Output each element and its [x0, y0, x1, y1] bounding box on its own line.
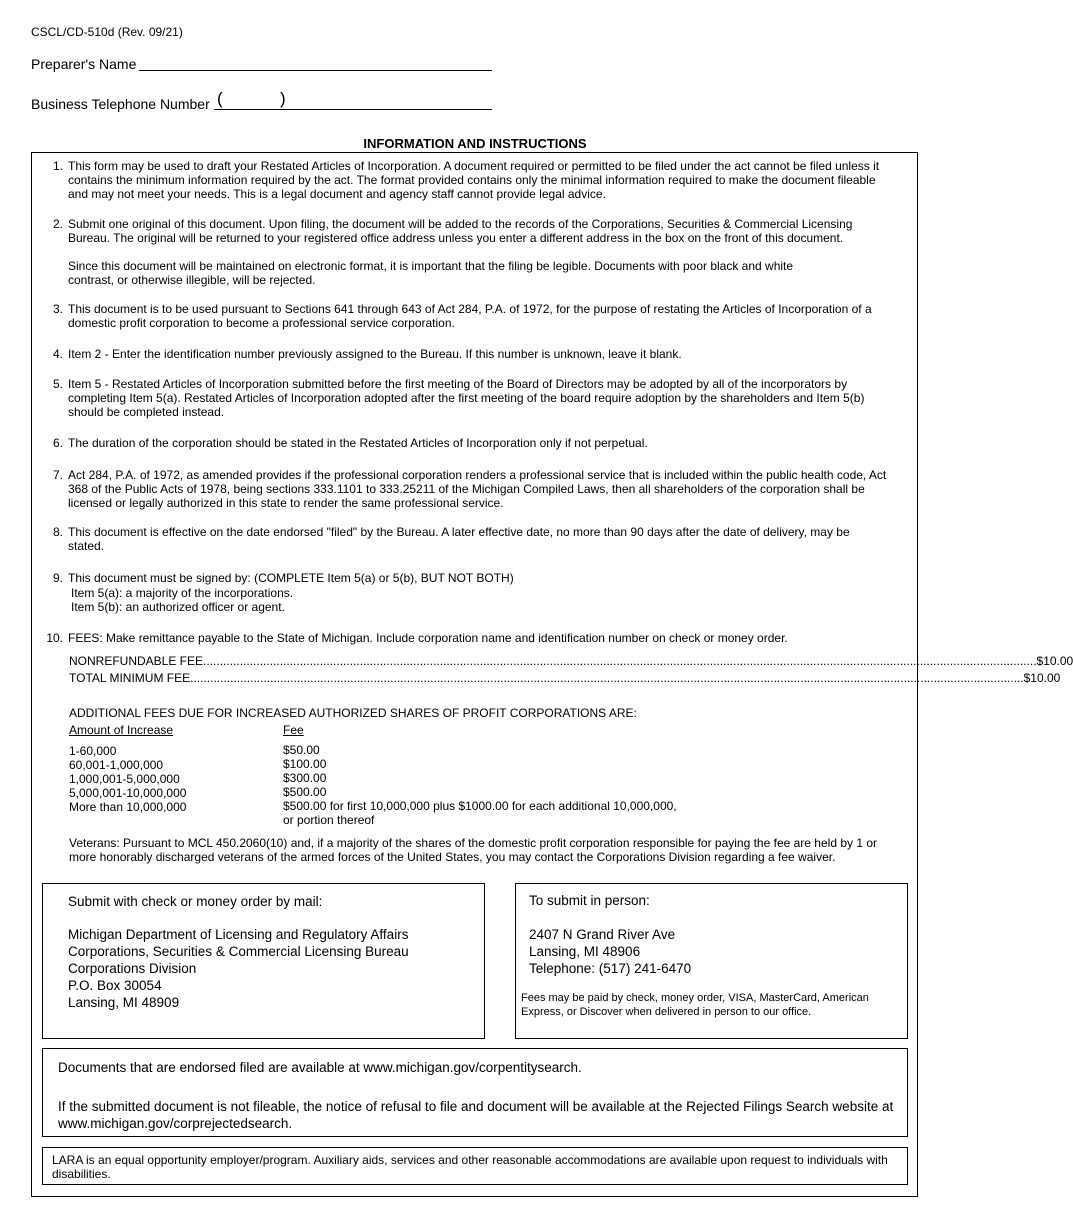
amount-cell: 60,001-1,000,000: [69, 758, 164, 772]
total-minimum-fee-row: TOTAL MINIMUM FEE .......................................................................................................................................................................................................................................................... $10.00: [69, 671, 1061, 685]
fee-cell: $500.00: [283, 785, 327, 799]
mail-address-line: Lansing, MI 48909: [68, 995, 180, 1010]
fee-column: [283, 743, 677, 827]
amount-cell: 1-60,000: [69, 744, 117, 758]
person-address-line: 2407 N Grand River Ave: [529, 927, 676, 942]
person-address: [529, 926, 691, 977]
mail-address-line: Corporations, Securities & Commercial Licensing Bureau: [68, 944, 409, 959]
business-phone-field[interactable]: [214, 109, 492, 110]
fee-cell: $300.00: [283, 771, 327, 785]
item-number: 9.: [52, 571, 63, 585]
mail-address-line: Corporations Division: [68, 961, 197, 976]
form-code: CSCL/CD-510d (Rev. 09/21): [31, 25, 183, 39]
item-number: 1.: [52, 159, 63, 173]
mail-address-line: Michigan Department of Licensing and Regulatory Affairs: [68, 927, 409, 942]
item-number: 10.: [46, 631, 63, 645]
item-text: Item 5 - Restated Articles of Incorporation submitted before the first meeting of the Board of Directors may be adopted by all of the incorporators by completing Item 5(a). Restated Articles of Incorporation adopted after the first meeting of the board require adoption by the shareholders and Item 5(b) should be completed instead.: [68, 377, 865, 419]
item-number: 2.: [52, 217, 63, 231]
fee-value: $10.00: [1023, 671, 1061, 685]
preparer-name-field[interactable]: [139, 70, 492, 71]
item-number: 4.: [52, 347, 63, 361]
item-text: Submit one original of this document. Upon filing, the document will be added to the records of the Corporations, Securities & Commercial Licensing Bureau. The original will be returned to your registered office address unless you enter a different address in the box on the front of this document.: [68, 217, 853, 245]
item-number: 5.: [52, 377, 63, 391]
item-text: This document must be signed by: (COMPLETE Item 5(a) or 5(b), BUT NOT BOTH): [68, 571, 514, 585]
item-extra-text: Since this document will be maintained on electronic format, it is important that the filing be legible. Documents with poor black and white contrast, or otherwise illegible, will be rejected.: [68, 259, 794, 287]
item-number: 3.: [52, 302, 63, 316]
fee-label: TOTAL MINIMUM FEE: [69, 671, 191, 685]
item-number: 6.: [52, 436, 63, 450]
item-text: This document is effective on the date endorsed "filed" by the Bureau. A later effective date, no more than 90 days after the date of delivery, may be stated.: [68, 525, 850, 553]
mail-address: [68, 926, 409, 1011]
payment-methods-note: Fees may be paid by check, money order, VISA, MasterCard, American Express, or Discover when delivered in person to our office.: [521, 992, 869, 1018]
amount-cell: 5,000,001-10,000,000: [69, 786, 187, 800]
in-person-submission-box: [515, 883, 908, 1039]
phone-close-paren: ): [280, 89, 286, 108]
item-text: The duration of the corporation should be stated in the Restated Articles of Incorporation only if not perpetual.: [68, 436, 648, 450]
item-text: FEES: Make remittance payable to the State of Michigan. Include corporation name and identification number on check or money order.: [68, 631, 788, 645]
page-title: INFORMATION AND INSTRUCTIONS: [363, 136, 587, 151]
item-number: 8.: [52, 525, 63, 539]
rejected-filings-note: If the submitted document is not fileable, the notice of refusal to file and document will be available at the Rejected Filings Search website at www.michigan.gov/corprejectedsearch.: [58, 1099, 894, 1131]
corpentitysearch-note: Documents that are endorsed filed are available at www.michigan.gov/corpentitysearch.: [58, 1060, 582, 1075]
amount-cell: More than 10,000,000: [69, 800, 187, 814]
fee-cell: $50.00: [283, 743, 320, 757]
fee-value: $10.00: [1036, 654, 1073, 668]
veterans-note: Veterans: Pursuant to MCL 450.2060(10) and, if a majority of the shares of the domestic profit corporation responsible for paying the fee are held by 1 or more honorably discharged veterans of the armed forces of the United States, you may contact the Corporations Division regarding a fee waiver.: [69, 836, 878, 864]
equal-opportunity-note: LARA is an equal opportunity employer/program. Auxiliary aids, services and other reasonable accommodations are available upon request to individuals with disabilities.: [52, 1153, 888, 1181]
person-box-heading: To submit in person:: [529, 893, 650, 908]
amount-column: [69, 744, 186, 814]
person-address-line: Lansing, MI 48906: [529, 944, 641, 959]
item-sub-text: Item 5(b): an authorized officer or agent.: [71, 600, 285, 614]
mail-address-line: P.O. Box 30054: [68, 978, 162, 993]
phone-open-paren: (: [217, 89, 223, 108]
fee-column-header: Fee: [283, 723, 304, 737]
item-text: Act 284, P.A. of 1972, as amended provides if the professional corporation renders a professional service that is included within the public health code, Act 368 of the Public Acts of 1978, being sections 333.1101 to 333.25211 of the Michigan Compiled Laws, then all shareholders of the corporation shall be licensed or legally authorized in this state to render the same professional service.: [68, 468, 887, 510]
fee-cell-continued: or portion thereof: [283, 813, 375, 827]
person-address-line: Telephone: (517) 241-6470: [529, 961, 692, 976]
business-phone-label: Business Telephone Number: [31, 96, 210, 112]
item-text: This document is to be used pursuant to Sections 641 through 643 of Act 284, P.A. of 1972, for the purpose of restating the Articles of Incorporation of a domestic profit corporation to become a professional service corporation.: [68, 302, 872, 330]
fee-cell: $500.00 for first 10,000,000 plus $1000.00 for each additional 10,000,000,: [283, 799, 677, 813]
amount-cell: 1,000,001-5,000,000: [69, 772, 180, 786]
item-text: This form may be used to draft your Restated Articles of Incorporation. A document required or permitted to be filed under the act cannot be filed unless it contains the minimum information required by the act. The format provided contains only the minimal information required to make the document fileable and may not meet your needs. This is a legal document and agency staff cannot provide legal advice.: [68, 159, 880, 201]
mail-box-heading: Submit with check or money order by mail:: [68, 894, 323, 909]
item-number: 7.: [52, 468, 63, 482]
item-sub-text: Item 5(a): a majority of the incorporations.: [71, 586, 294, 600]
equal-opportunity-box: [42, 1147, 908, 1185]
item-text: Item 2 - Enter the identification number previously assigned to the Bureau. If this number is unknown, leave it blank.: [68, 347, 682, 361]
preparer-name-label: Preparer's Name: [31, 56, 137, 72]
mail-submission-box: [42, 883, 485, 1039]
additional-fees-heading: ADDITIONAL FEES DUE FOR INCREASED AUTHORIZED SHARES OF PROFIT CORPORATIONS ARE:: [69, 706, 637, 720]
online-availability-box: [42, 1048, 908, 1137]
fee-cell: $100.00: [283, 757, 327, 771]
fee-label: NONREFUNDABLE FEE: [69, 654, 204, 668]
nonrefundable-fee-row: NONREFUNDABLE FEE .......................................................................................................................................................................................................................................................... $10.00: [69, 654, 1073, 668]
amount-column-header: Amount of Increase: [69, 723, 174, 737]
